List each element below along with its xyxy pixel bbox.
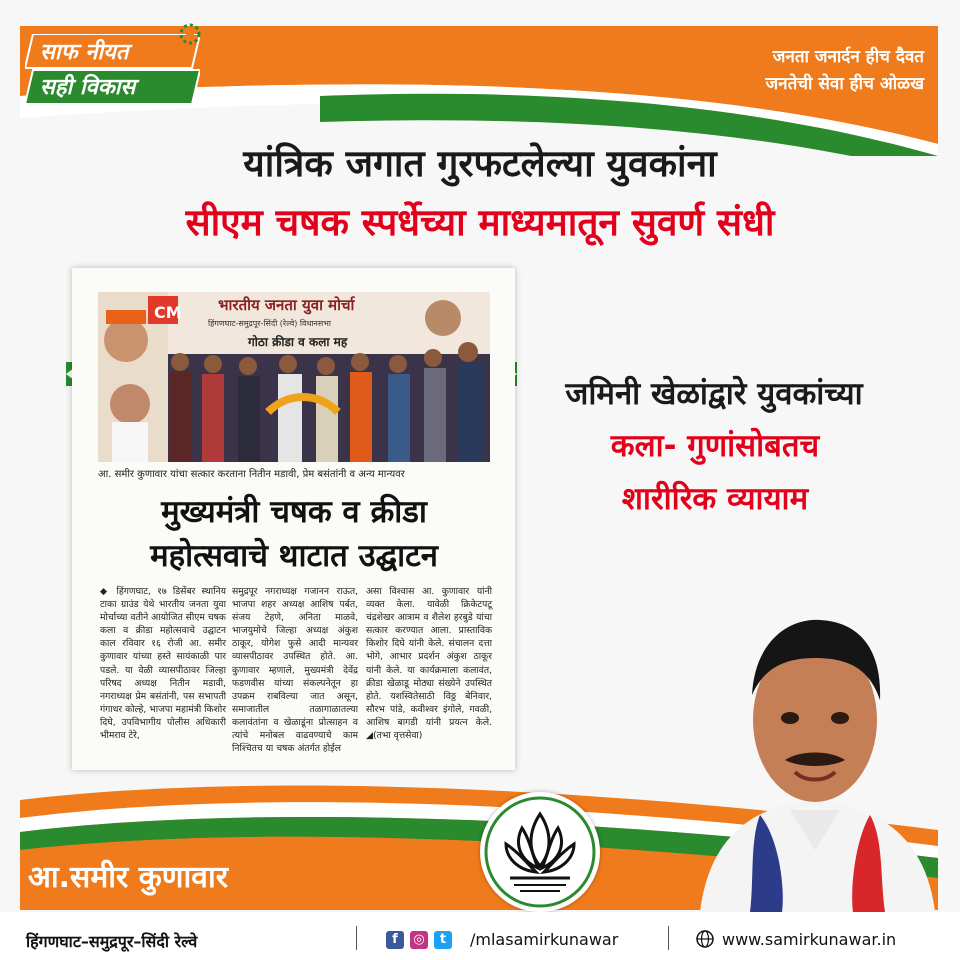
quote-line-1: जनता जनार्दन हीच दैवत [772,47,924,67]
clip-banner-sub: हिंगणघाट-समुद्रपूर-सिंदी (रेल्वे) विधानसभा [208,319,331,328]
tagline-line-2: सही विकास [40,75,136,100]
clip-banner-title: भारतीय जनता युवा मोर्चा [218,296,355,314]
lotus-icon [480,792,600,912]
name-plate: आ.समीर कुणावार [28,860,228,895]
bjp-logo [480,792,600,912]
slogan-line-1: जमिनी खेळांद्वारे युवकांच्या [565,376,863,412]
globe-icon [696,930,714,948]
clipping-column-3: असा विश्वास आ. कुणावार यांनी व्यक्त केला. यावेळी क्रिकेटपटू चंद्रशेखर आत्राम व शैलेश हरबुडे यांचा सत्कार करण्यात आला. प्रास्ताविक किशोर दिघे यांनी केले. संचालन दत्ता भोगे, आभार प्रदर्शन अंकुश ठाकूर यांनी केले. या कार्यक्रमाला कलावंत, क्रीडा खेळाडू मोठ्या संख्येने उपस्थित होते. यशस्वितेसाठी विठ्ठ बेनिवार, सौरभ पांडे, कवीश्वर इंगोले, गवळी, आशिष बागडी यांनी प्रयत्न केले. ◢(तभा वृत्तसेवा) [366,586,492,742]
slogan-line-2: कला- गुणांसोबतच [610,428,820,464]
website-link[interactable]: www.samirkunawar.in [722,930,897,949]
clipping-title [98,490,490,578]
right-quote [766,44,924,98]
clipping-photo [98,292,490,462]
clipping-title-line-1: मुख्यमंत्री चषक व क्रीडा [161,494,427,530]
headline-line-1: यांत्रिक जगात गुरफटलेल्या युवकांना [243,142,717,185]
quote-line-2: जनतेची सेवा हीच ओळख [765,74,924,94]
instagram-icon[interactable]: ◎ [410,931,428,949]
clipping-title-line-2: महोत्सवाचे थाटात उद्घाटन [150,538,438,574]
cm-badge: CM [154,303,182,322]
footer-divider [668,926,669,950]
clipping-column-1: ◆ हिंगणघाट, १७ डिसेंबर स्थानिय टाका ग्राउंड येथे भारतीय जनता युवा मोर्चाच्या वतीने आयोजित सीएम चषक कला व क्रीडा महोत्सवाचे उद्घाटन काल रविवार १६ रोजी आ. समीर कुणावार यांच्या हस्ते सायंकाळी पार पडले. या वेळी व्यासपीठावर जिल्हा परिषद अध्यक्ष नितीन मडावी, नगराध्यक्ष प्रेम बसंतांनी, पस सभापती गंगाधर कोल्हे, भाजपा महामंत्री किशोर दिघे, उपविभागीय पोलीस अधिकारी भीमराव टेरे, [100,586,226,742]
portrait [690,600,940,912]
tagline-line-1: साफ नीयत [40,40,129,65]
footer-constituency: हिंगणघाट–समुद्रपूर–सिंदी रेल्वे [26,932,198,951]
clipping-caption: आ. समीर कुणावार यांचा सत्कार करताना नितीन मडावी, प्रेम बसंतांनी व अन्य मान्यवर [98,469,405,480]
facebook-icon[interactable]: f [386,931,404,949]
clipping-column-2: समुद्रपूर नगराध्यक्ष गजानन राऊत, भाजपा शहर अध्यक्ष आशिष पर्बत, संजय टेहणे, अनिता माळवे, भाजयुमोचे जिल्हा अध्यक्ष अंकुश ठाकूर, योगेश फुसे आदी मान्यवर व्यासपीठावर उपस्थित होते. आ. कुणावार म्हणाले, मुख्यमंत्री देवेंद्र फडणवीस यांच्या संकल्पनेतून हा उपक्रम राबविल्या जात असून, समाजातील तळागाळातल्या कलावंतांना व खेळाडूंना प्रोत्साहन व त्यांचे मनोबल वाढवण्याचे काम निश्चितच या चषक अंतर्गत होईल [232,586,358,755]
social-handle[interactable]: /mlasamirkunawar [470,930,619,949]
footer-divider [356,926,357,950]
slogan-line-3: शारीरिक व्यायाम [621,481,809,517]
twitter-icon[interactable]: t [434,931,452,949]
headline-line-2: सीएम चषक स्पर्धेच्या माध्यमातून सुवर्ण संधी [185,201,775,244]
clip-banner-line3: गोठा क्रीडा व कला मह [248,335,348,349]
sparkle-icon [170,14,210,54]
